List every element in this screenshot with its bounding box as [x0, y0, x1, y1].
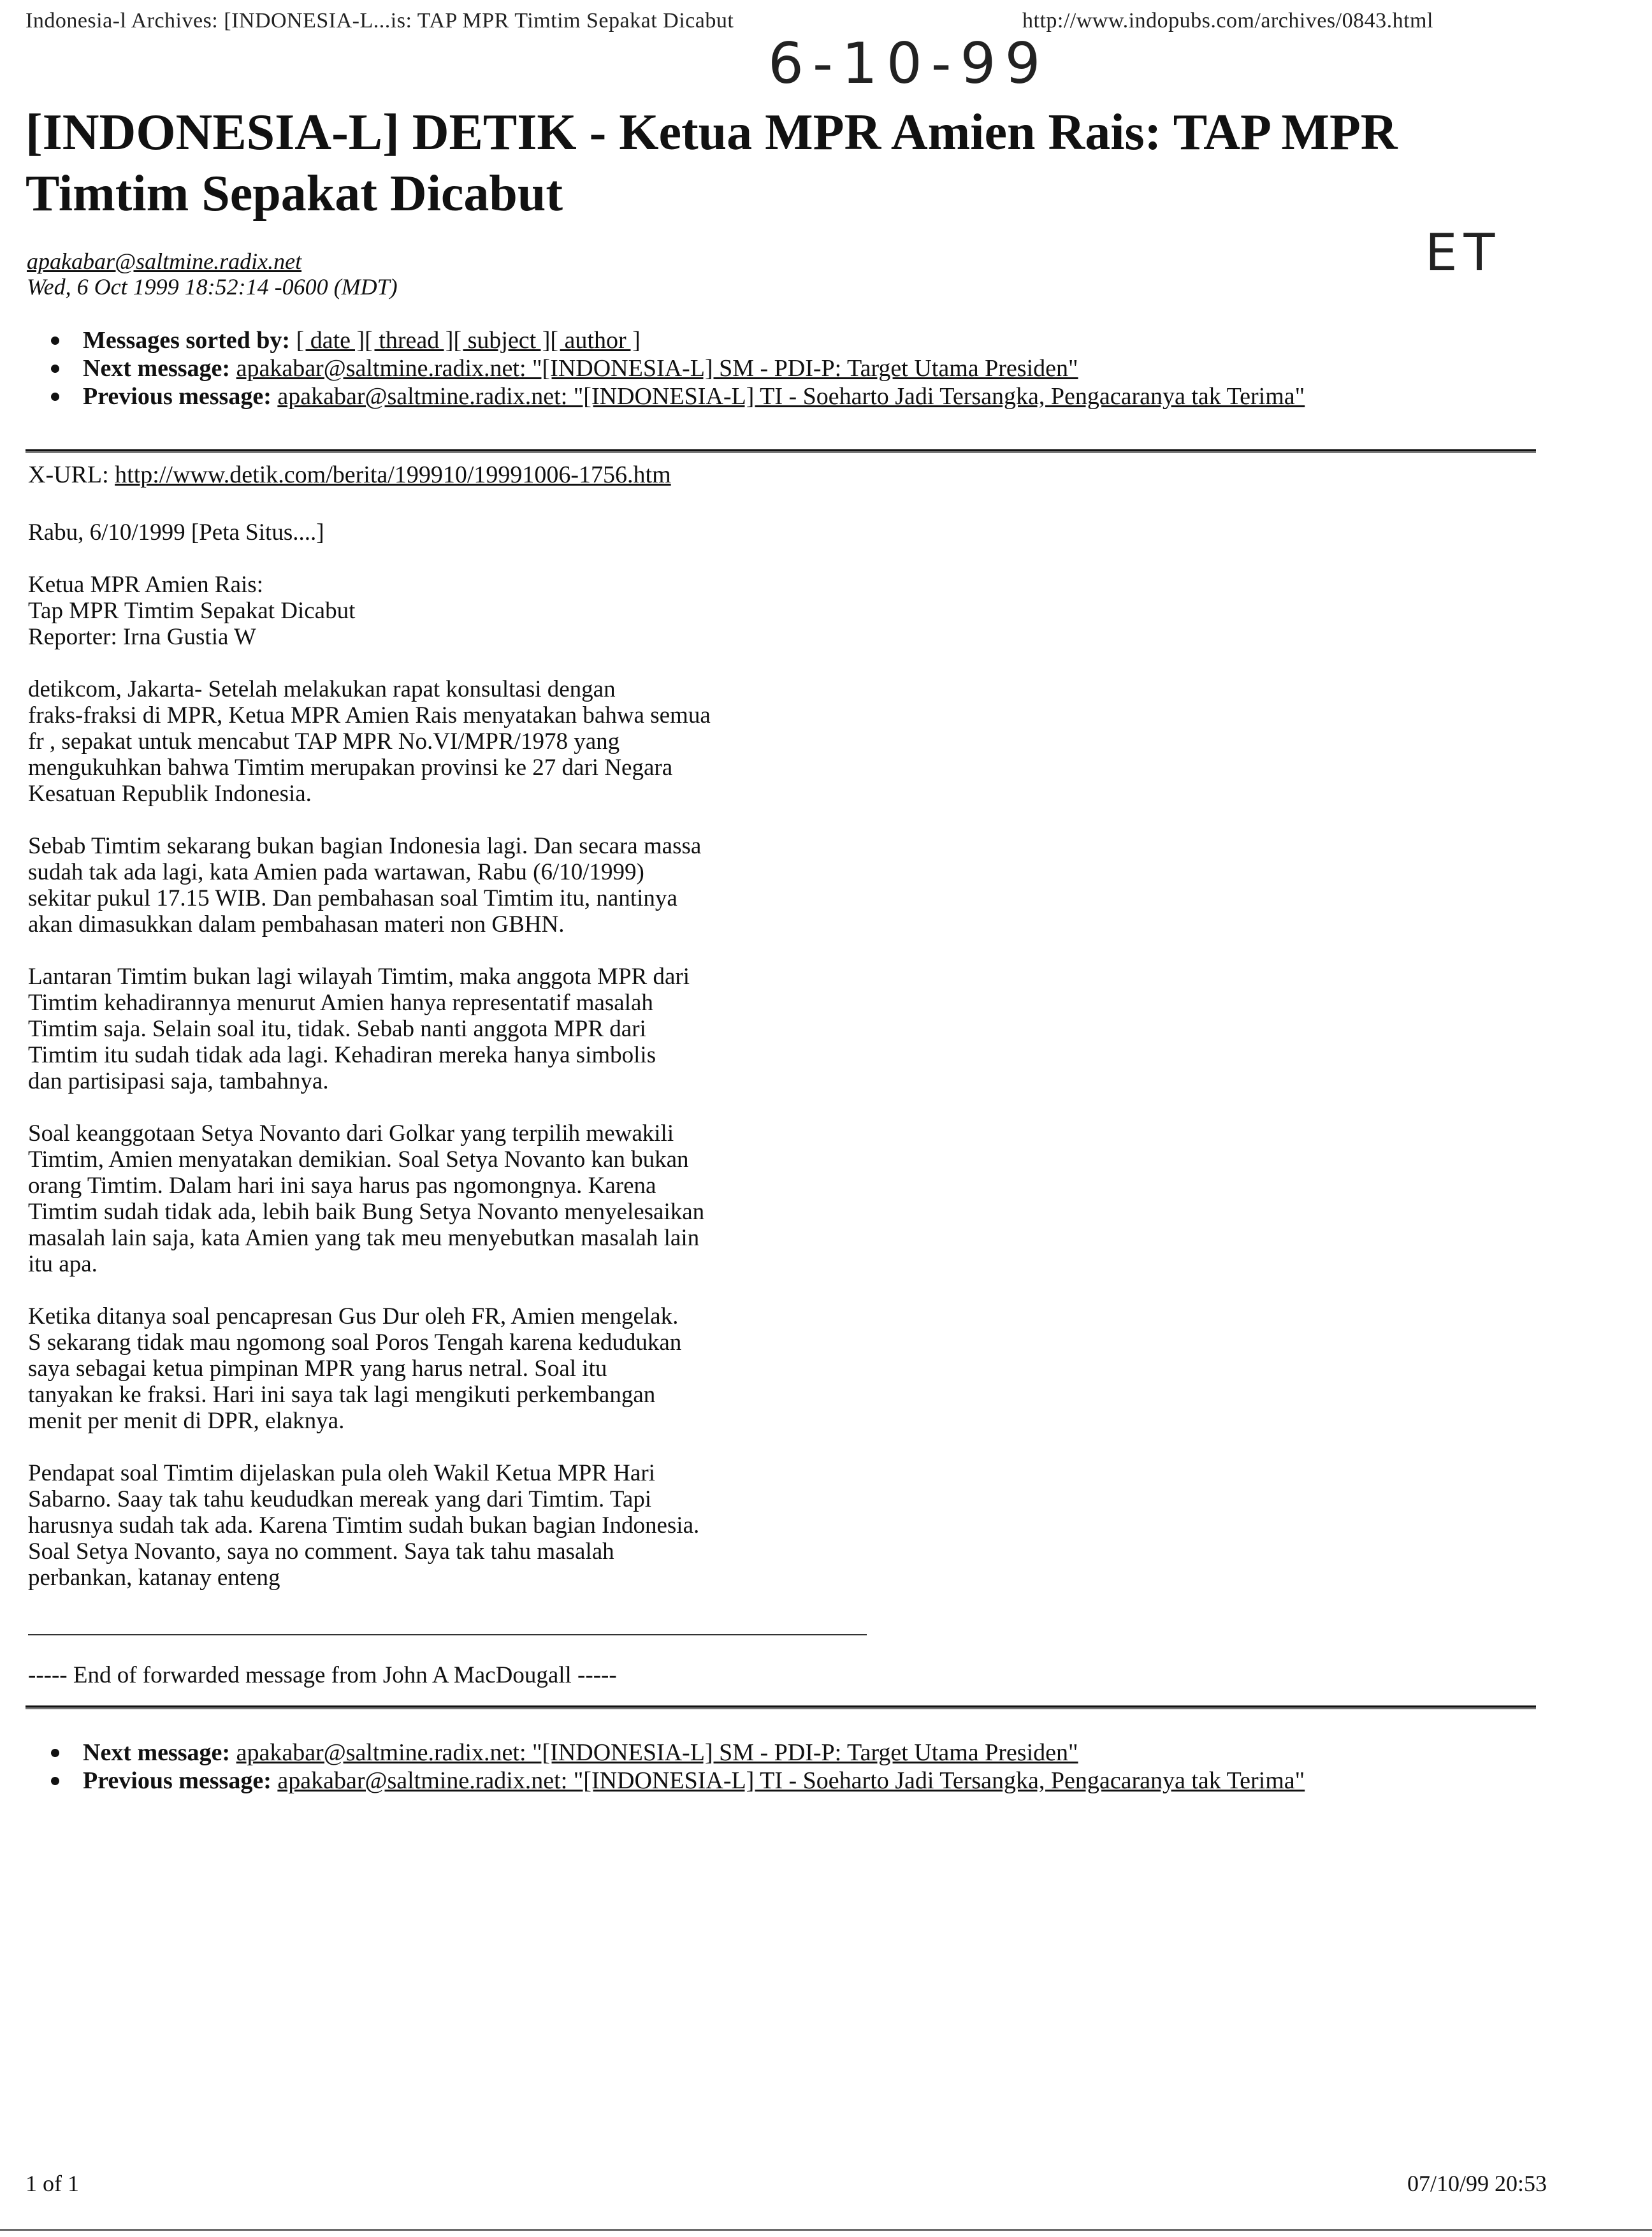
previous-message-link[interactable]: apakabar@saltmine.radix.net: "[INDONESIA-L] TI - Soeharto Jadi Tersangka, Pengacaranya tak Terima"	[277, 383, 1305, 410]
next-message-label: Next message:	[83, 1739, 231, 1766]
sort-label: Messages sorted by:	[83, 327, 291, 354]
page-count: 1 of 1	[25, 2171, 79, 2196]
page-title: [INDONESIA-L] DETIK - Ketua MPR Amien Rais: TAP MPR Timtim Sepakat Dicabut	[25, 105, 1398, 222]
article-heading: Ketua MPR Amien Rais: Tap MPR Timtim Sepakat Dicabut Reporter: Irna Gustia W	[28, 572, 356, 650]
print-header-url: http://www.indopubs.com/archives/0843.html	[1022, 9, 1433, 33]
previous-message-label: Previous message:	[83, 1767, 272, 1794]
author-email-link[interactable]: apakabar@saltmine.radix.net	[27, 249, 302, 274]
sort-by-author-link[interactable]: [ author ]	[550, 327, 641, 354]
article-paragraph: Lantaran Timtim bukan lagi wilayah Timtim, maka anggota MPR dari Timtim kehadirannya menurut Amien hanya representatif masalah Timtim saja. Selain soal itu, tidak. Sebab nanti anggota MPR dari Timtim itu sudah tidak ada lagi. Kehadiran mereka hanya simbolis dan partisipasi saja, tambahnya.	[28, 964, 690, 1094]
article-end-divider	[28, 1634, 867, 1635]
sort-by-date-link[interactable]: [ date ]	[296, 327, 365, 354]
next-message-item	[83, 354, 1305, 382]
bottom-navigation	[83, 1739, 1305, 1795]
print-header-title: Indonesia-l Archives: [INDONESIA-L...is: TAP MPR Timtim Sepakat Dicabut	[25, 9, 734, 33]
next-message-item	[83, 1739, 1305, 1767]
article-paragraph: Sebab Timtim sekarang bukan bagian Indonesia lagi. Dan secara massa sudah tak ada lagi, kata Amien pada wartawan, Rabu (6/10/1999) sekitar pukul 17.15 WIB. Dan pembahasan soal Timtim itu, nantinya akan dimasukkan dalam pembahasan materi non GBHN.	[28, 833, 702, 938]
handwritten-initials: ET	[1425, 223, 1502, 282]
article-dateline: Rabu, 6/10/1999 [Peta Situs....]	[28, 519, 324, 546]
scan-edge-line	[0, 2229, 1652, 2231]
message-date: Wed, 6 Oct 1999 18:52:14 -0600 (MDT)	[27, 274, 398, 300]
article-paragraph: detikcom, Jakarta- Setelah melakukan rapat konsultasi dengan fraks-fraksi di MPR, Ketua MPR Amien Rais menyatakan bahwa semua fr , sepakat untuk mencabut TAP MPR No.VI/MPR/1978 yang mengukuhkan bahwa Timtim merupakan provinsi ke 27 dari Negara Kesatuan Republik Indonesia.	[28, 676, 711, 807]
next-message-label: Next message:	[83, 355, 231, 382]
print-timestamp: 07/10/99 20:53	[1407, 2171, 1547, 2196]
sort-options	[83, 326, 1305, 354]
article-body	[28, 519, 952, 1617]
previous-message-link[interactable]: apakabar@saltmine.radix.net: "[INDONESIA-L] TI - Soeharto Jadi Tersangka, Pengacaranya tak Terima"	[277, 1767, 1305, 1794]
x-url-link[interactable]: http://www.detik.com/berita/199910/19991006-1756.htm	[115, 461, 671, 488]
forwarded-end-note: ----- End of forwarded message from John A MacDougall -----	[28, 1662, 617, 1688]
top-divider	[25, 449, 1536, 453]
next-message-link[interactable]: apakabar@saltmine.radix.net: "[INDONESIA-L] SM - PDI-P: Target Utama Presiden"	[236, 1739, 1078, 1766]
previous-message-item	[83, 1767, 1305, 1795]
x-url-line	[28, 462, 952, 488]
sort-by-thread-link[interactable]: [ thread ]	[365, 327, 454, 354]
previous-message-item	[83, 382, 1305, 410]
handwritten-date: 6-10-99	[768, 31, 1050, 96]
article-paragraph: Pendapat soal Timtim dijelaskan pula oleh Wakil Ketua MPR Hari Sabarno. Saay tak tahu keududkan mereak yang dari Timtim. Tapi harusnya sudah tak ada. Karena Timtim sudah bukan bagian Indonesia. Soal Setya Novanto, saya no comment. Saya tak tahu masalah perbankan, katanay enteng	[28, 1460, 700, 1591]
x-url-label: X-URL:	[28, 461, 109, 488]
next-message-link[interactable]: apakabar@saltmine.radix.net: "[INDONESIA-L] SM - PDI-P: Target Utama Presiden"	[236, 355, 1078, 382]
sort-by-subject-link[interactable]: [ subject ]	[453, 327, 551, 354]
article-paragraph: Ketika ditanya soal pencapresan Gus Dur oleh FR, Amien mengelak. S sekarang tidak mau ngomong soal Poros Tengah karena kedudukan saya sebagai ketua pimpinan MPR yang harus netral. Soal itu tanyakan ke fraksi. Hari ini saya tak lagi mengikuti perkembangan menit per menit di DPR, elaknya.	[28, 1303, 682, 1434]
article-paragraph: Soal keanggotaan Setya Novanto dari Golkar yang terpilih mewakili Timtim, Amien menyatakan demikian. Soal Setya Novanto kan bukan orang Timtim. Dalam hari ini saya harus pas ngomongnya. Karena Timtim sudah tidak ada, lebih baik Bung Setya Novanto menyelesaikan masalah lain saja, kata Amien yang tak meu menyebutkan masalah lain itu apa.	[28, 1120, 705, 1277]
message-meta	[27, 249, 398, 300]
bottom-divider	[25, 1705, 1536, 1709]
top-navigation	[83, 326, 1305, 410]
previous-message-label: Previous message:	[83, 383, 272, 410]
